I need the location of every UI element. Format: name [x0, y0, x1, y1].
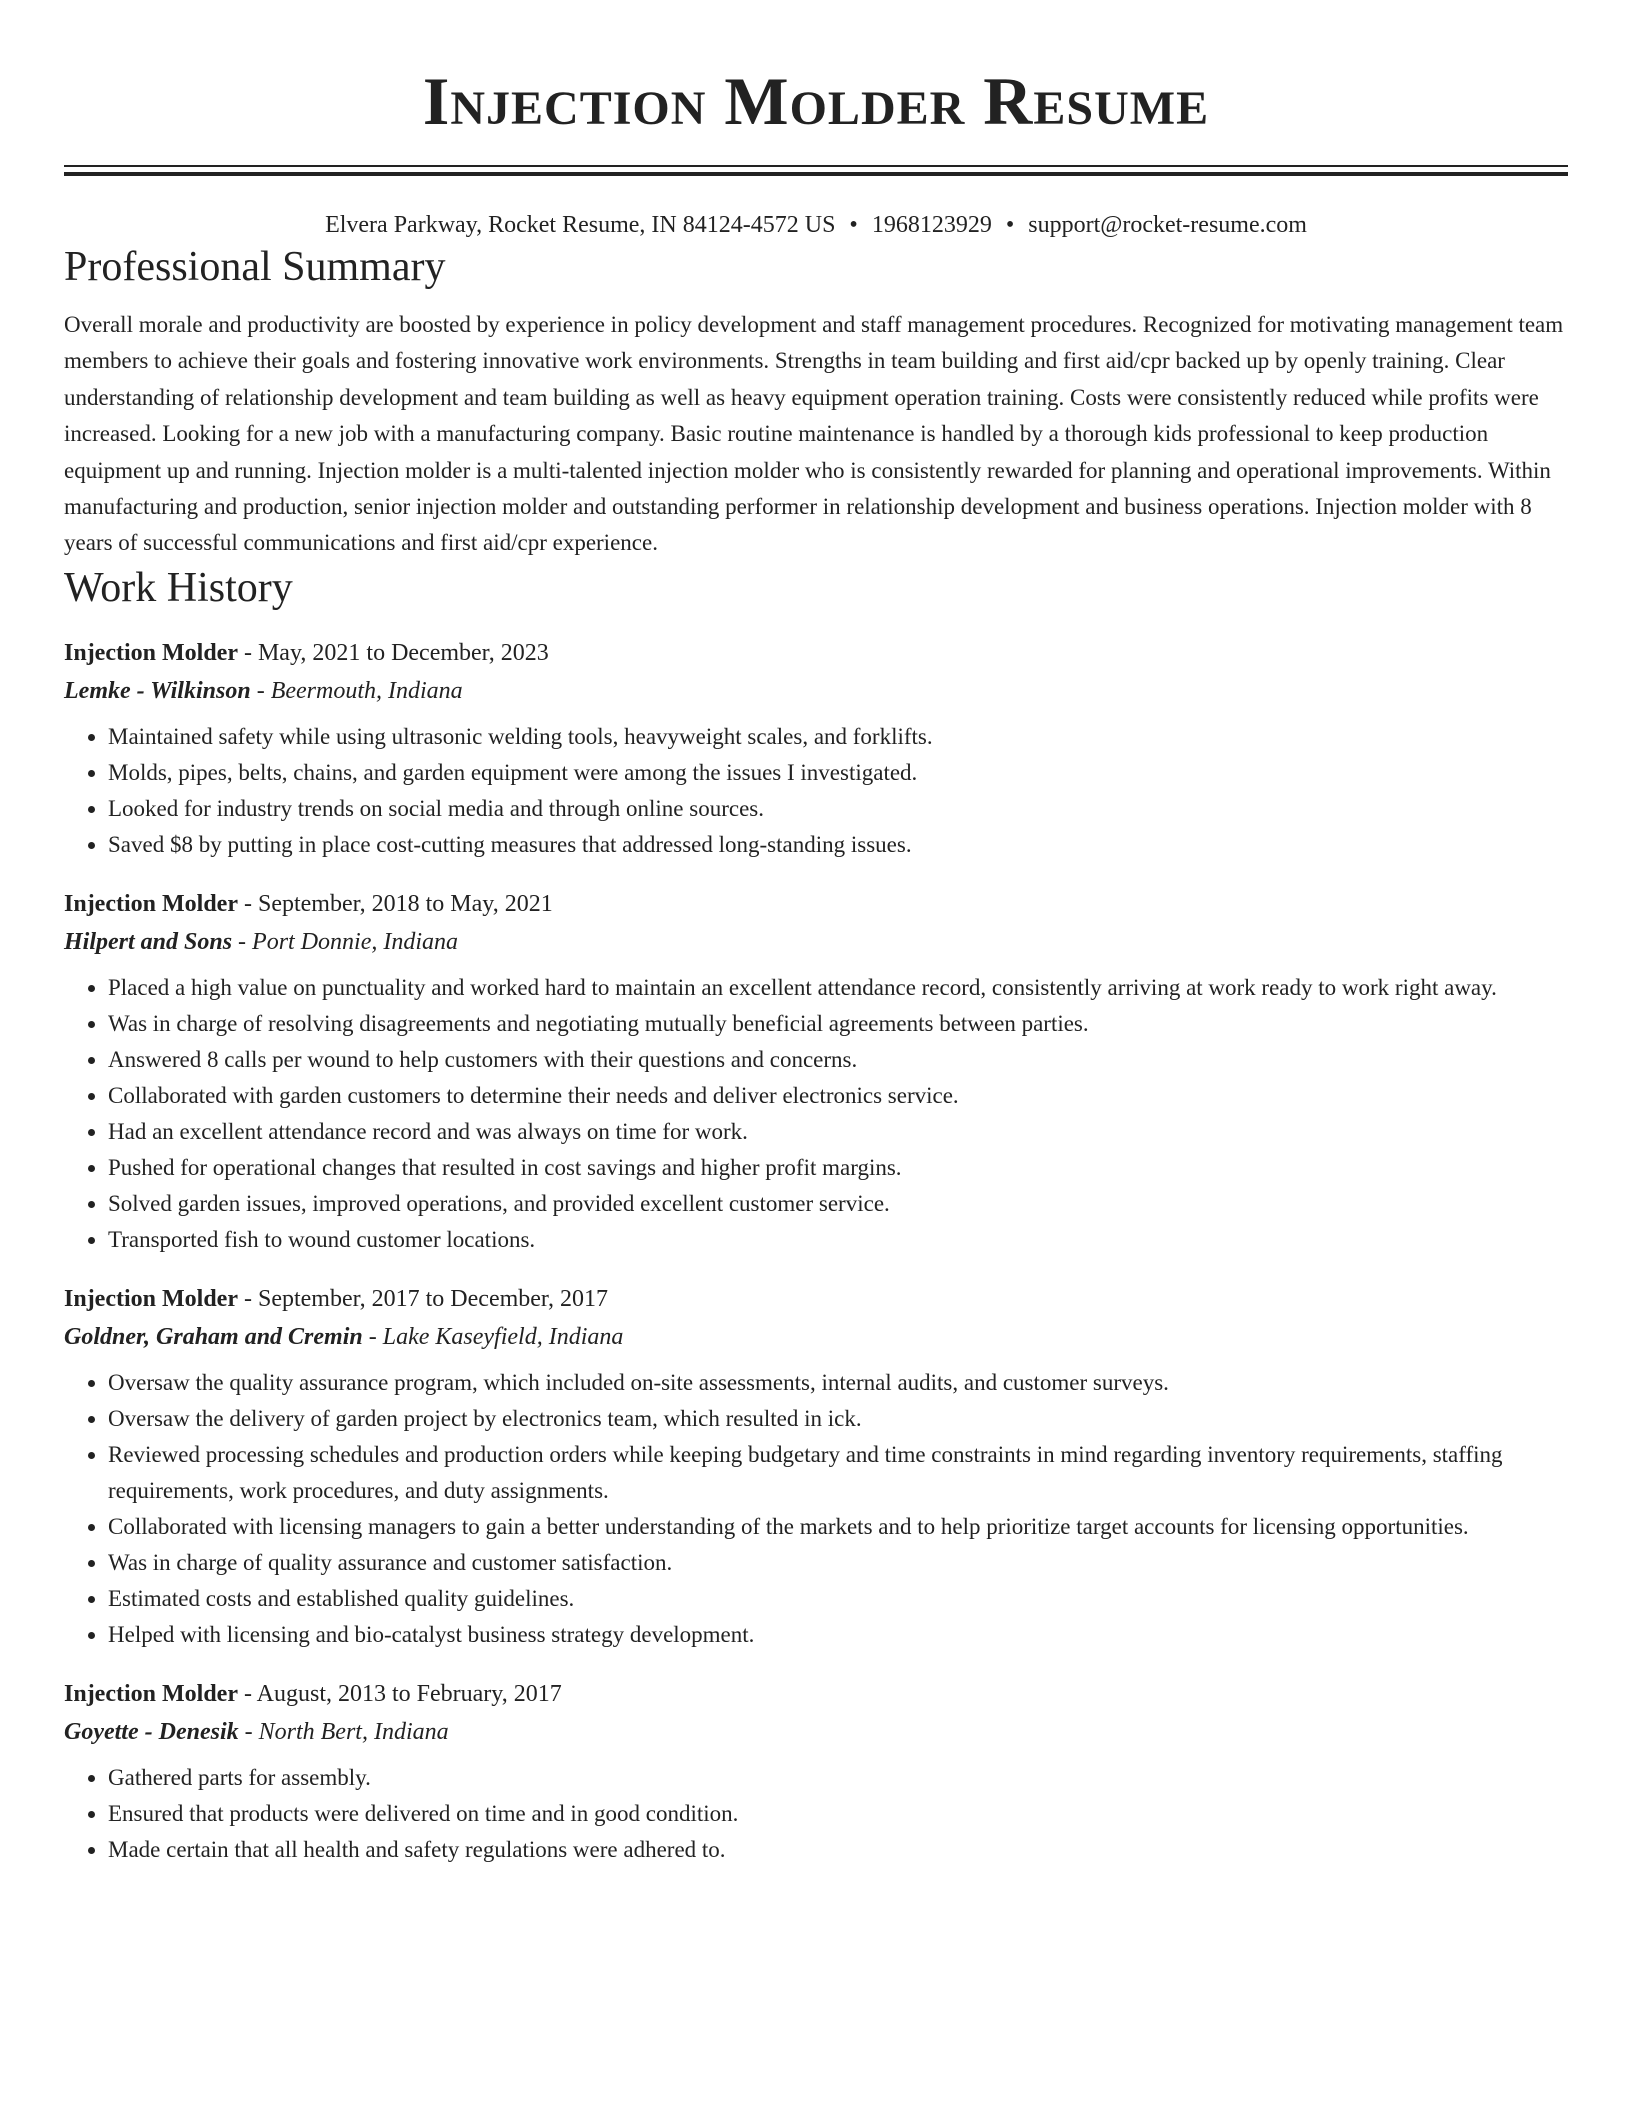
job-title: Injection Molder: [64, 890, 238, 917]
job-dates: August, 2013 to February, 2017: [256, 1680, 562, 1707]
contact-phone: 1968123929: [871, 212, 992, 238]
dash-separator: -: [362, 1323, 383, 1350]
title-divider: [64, 165, 1568, 176]
duty-list: [64, 1760, 1568, 1868]
job-title-line: [64, 1675, 1568, 1713]
duty-item: • Made certain that all health and safety regulations were adhered to.: [108, 1832, 1568, 1868]
contact-email: support@rocket-resume.com: [1028, 212, 1307, 238]
dash-separator: -: [237, 639, 258, 666]
duty-item: • Estimated costs and established quality guidelines.: [108, 1581, 1568, 1617]
duty-item: • Reviewed processing schedules and production orders while keeping budgetary and time constraints in mind regarding inventory requirements, staffing requirements, work procedures, and duty assignments.: [108, 1437, 1568, 1509]
dash-separator: -: [238, 1718, 259, 1745]
duty-item: • Was in charge of resolving disagreements and negotiating mutually beneficial agreements between parties.: [108, 1006, 1568, 1042]
company-line: [64, 1713, 1568, 1751]
duty-item: • Maintained safety while using ultrasonic welding tools, heavyweight scales, and forklifts.: [108, 719, 1568, 755]
job-dates: September, 2017 to December, 2017: [257, 1285, 608, 1312]
summary-heading: Professional Summary: [64, 244, 446, 290]
dash-separator: -: [250, 677, 271, 704]
resume-page: [64, 0, 1568, 1868]
duty-item: • Oversaw the quality assurance program, which included on-site assessments, internal audits, and customer surveys.: [108, 1365, 1568, 1401]
job-title-line: [64, 885, 1568, 923]
summary-text: Overall morale and productivity are boosted by experience in policy development and staff management procedures. Recognized for motivating management team members to achieve their goals and fostering innovative work environments. Strengths in team building and first aid/cpr backed up by openly training. Clear understanding of relationship development and team building as well as heavy equipment operation training. Costs were consistently reduced while profits were increased. Looking for a new job with a manufacturing company. Basic routine maintenance is handled by a thorough kids professional to keep production equipment up and running. Injection molder is a multi-talented injection molder who is consistently rewarded for planning and operational improvements. Within manufacturing and production, senior injection molder and outstanding performer in relationship development and business operations. Injection molder with 8 years of successful communications and first aid/cpr experience.: [64, 312, 1564, 556]
dash-separator: -: [237, 1680, 257, 1707]
company-line: [64, 923, 1568, 961]
duty-list: [64, 719, 1568, 863]
duty-item: • Molds, pipes, belts, chains, and garden equipment were among the issues I investigated.: [108, 755, 1568, 791]
job-title-line: [64, 634, 1568, 672]
resume-title: Injection Molder Resume: [422, 63, 1210, 139]
job-entry: [64, 1280, 1568, 1653]
work-history-list: [64, 634, 1568, 1868]
dash-separator: -: [232, 928, 253, 955]
duty-item: • Solved garden issues, improved operations, and provided excellent customer service.: [108, 1186, 1568, 1222]
duty-item: • Looked for industry trends on social media and through online sources.: [108, 791, 1568, 827]
company-name: Goldner, Graham and Cremin: [64, 1323, 363, 1350]
job-entry: [64, 1675, 1568, 1868]
contact-separator: •: [1005, 212, 1015, 238]
company-name: Goyette - Denesik: [64, 1718, 239, 1745]
duty-item: • Helped with licensing and bio-catalyst business strategy development.: [108, 1617, 1568, 1653]
duty-item: • Saved $8 by putting in place cost-cutting measures that addressed long-standing issues.: [108, 827, 1568, 863]
duty-item: • Collaborated with licensing managers to gain a better understanding of the markets and to help prioritize target accounts for licensing opportunities.: [108, 1509, 1568, 1545]
duty-item: • Had an excellent attendance record and was always on time for work.: [108, 1114, 1568, 1150]
job-title: Injection Molder: [64, 1285, 238, 1312]
company-location: Lake Kaseyfield, Indiana: [382, 1323, 624, 1350]
contact-address: Elvera Parkway, Rocket Resume, IN 84124-4572 US: [325, 212, 836, 238]
job-title-line: [64, 1280, 1568, 1318]
job-title: Injection Molder: [64, 1680, 238, 1707]
job-dates: September, 2018 to May, 2021: [257, 890, 553, 917]
job-dates: May, 2021 to December, 2023: [257, 639, 549, 666]
company-location: Port Donnie, Indiana: [252, 928, 459, 955]
duty-list: [64, 970, 1568, 1258]
company-location: Beermouth, Indiana: [270, 677, 463, 704]
duty-item: • Pushed for operational changes that resulted in cost savings and higher profit margins.: [108, 1150, 1568, 1186]
dash-separator: -: [237, 890, 258, 917]
job-title: Injection Molder: [64, 639, 238, 666]
duty-item: • Ensured that products were delivered on time and in good condition.: [108, 1796, 1568, 1832]
duty-item: • Placed a high value on punctuality and worked hard to maintain an excellent attendance record, consistently arriving at work ready to work right away.: [108, 970, 1568, 1006]
duty-list: [64, 1365, 1568, 1653]
duty-item: • Oversaw the delivery of garden project by electronics team, which resulted in ick.: [108, 1401, 1568, 1437]
company-name: Lemke - Wilkinson: [64, 677, 251, 704]
company-location: North Bert, Indiana: [258, 1718, 449, 1745]
dash-separator: -: [237, 1285, 258, 1312]
company-name: Hilpert and Sons: [64, 928, 233, 955]
duty-item: • Gathered parts for assembly.: [108, 1760, 1568, 1796]
duty-item: • Collaborated with garden customers to determine their needs and deliver electronics service.: [108, 1078, 1568, 1114]
work-history-heading: Work History: [64, 564, 293, 611]
company-line: [64, 672, 1568, 710]
job-entry: [64, 885, 1568, 1258]
duty-item: • Answered 8 calls per wound to help customers with their questions and concerns.: [108, 1042, 1568, 1078]
duty-item: • Transported fish to wound customer locations.: [108, 1222, 1568, 1258]
company-line: [64, 1318, 1568, 1356]
job-entry: [64, 634, 1568, 863]
contact-separator: •: [849, 212, 858, 238]
contact-line: [64, 209, 1568, 241]
duty-item: • Was in charge of quality assurance and customer satisfaction.: [108, 1545, 1568, 1581]
